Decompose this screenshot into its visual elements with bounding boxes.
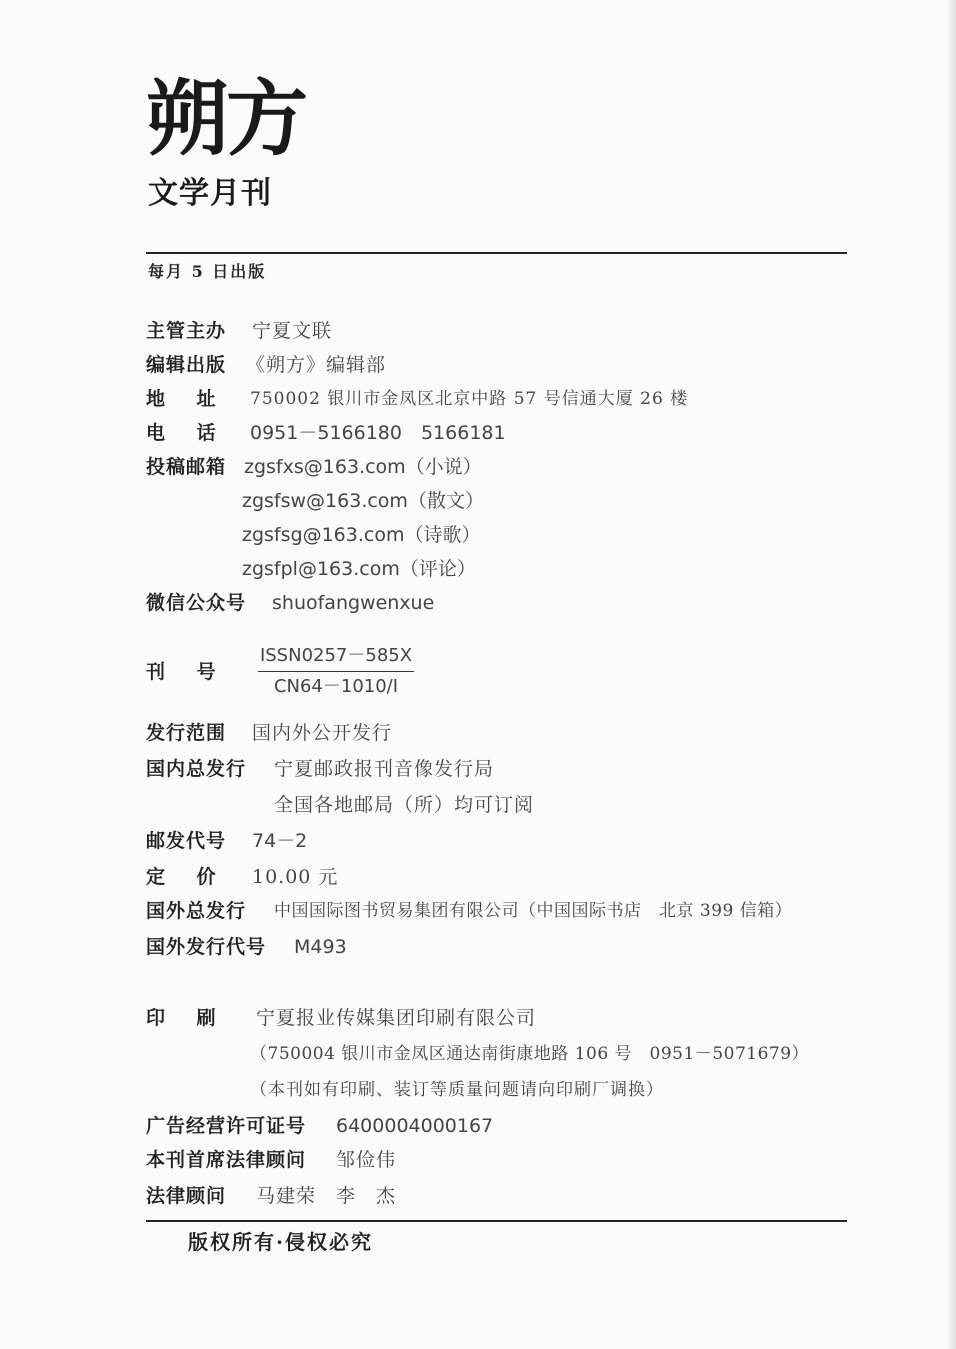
scope-value: 国内外公开发行 — [252, 722, 393, 744]
counsel-label: 法律顾问 — [146, 1185, 227, 1207]
price-value: 10.00 元 — [252, 866, 339, 888]
ad-license-label: 广告经营许可证号 — [146, 1115, 307, 1137]
email-item: zgsfpl@163.com（评论） — [242, 558, 476, 580]
sponsor-label: 主管主办 — [146, 320, 227, 342]
email-item: zgsfsg@163.com（诗歌） — [242, 524, 481, 546]
email-item: zgsfxs@163.com（小说） — [244, 456, 482, 478]
printer-line2: （750004 银川市金凤区通达南街康地路 106 号 0951－5071679） — [250, 1044, 810, 1064]
emails-label: 投稿邮箱 — [146, 456, 227, 478]
editor-label: 编辑出版 — [146, 354, 227, 376]
printer-label: 印 刷 — [146, 1007, 217, 1029]
overseas-value: 中国国际图书贸易集团有限公司（中国国际书店 北京 399 信箱） — [274, 901, 793, 921]
top-divider — [146, 252, 847, 254]
magazine-title: 朔方 — [146, 72, 307, 167]
scope-label: 发行范围 — [146, 722, 227, 744]
issn-number: ISSN0257－585X — [258, 643, 414, 672]
printer-line3: （本刊如有印刷、装订等质量问题请向印刷厂调换） — [250, 1080, 664, 1100]
sponsor-value: 宁夏文联 — [252, 320, 333, 342]
domestic-line2: 全国各地邮局（所）均可订阅 — [274, 794, 535, 816]
phone-value: 0951－5166180 5166181 — [250, 422, 506, 444]
wechat-label: 微信公众号 — [146, 592, 247, 614]
postal-code-label: 邮发代号 — [146, 830, 227, 852]
overseas-code-label: 国外发行代号 — [146, 936, 267, 958]
price-label: 定 价 — [146, 866, 217, 888]
chief-counsel-label: 本刊首席法律顾问 — [146, 1149, 307, 1171]
ad-license-value: 6400004000167 — [336, 1115, 494, 1137]
printer-line1: 宁夏报业传媒集团印刷有限公司 — [256, 1007, 537, 1029]
phone-label: 电 话 — [146, 422, 217, 444]
editor-value: 《朔方》编辑部 — [246, 354, 387, 376]
cn-number: CN64－1010/I — [273, 676, 399, 697]
domestic-label: 国内总发行 — [146, 758, 247, 780]
magazine-subtitle: 文学月刊 — [148, 176, 272, 211]
copyright-notice: 版权所有·侵权必究 — [188, 1230, 373, 1254]
address-value: 750002 银川市金凤区北京中路 57 号信通大厦 26 楼 — [250, 389, 689, 409]
chief-counsel-value: 邹俭伟 — [336, 1149, 397, 1171]
issn-label: 刊 号 — [146, 661, 217, 683]
address-label: 地 址 — [146, 388, 217, 410]
email-item: zgsfsw@163.com（散文） — [242, 490, 484, 512]
wechat-value: shuofangwenxue — [272, 592, 435, 614]
overseas-code-value: M493 — [294, 936, 347, 958]
domestic-line1: 宁夏邮政报刊音像发行局 — [274, 758, 495, 780]
issn-fraction — [258, 643, 414, 700]
overseas-label: 国外总发行 — [146, 900, 247, 922]
page-edge-shadow — [946, 0, 956, 1349]
postal-code-value: 74－2 — [252, 830, 308, 852]
publish-schedule: 每月 5 日出版 — [148, 262, 267, 281]
bottom-divider — [146, 1220, 847, 1222]
counsel-value: 马建荣 李 杰 — [256, 1185, 397, 1207]
